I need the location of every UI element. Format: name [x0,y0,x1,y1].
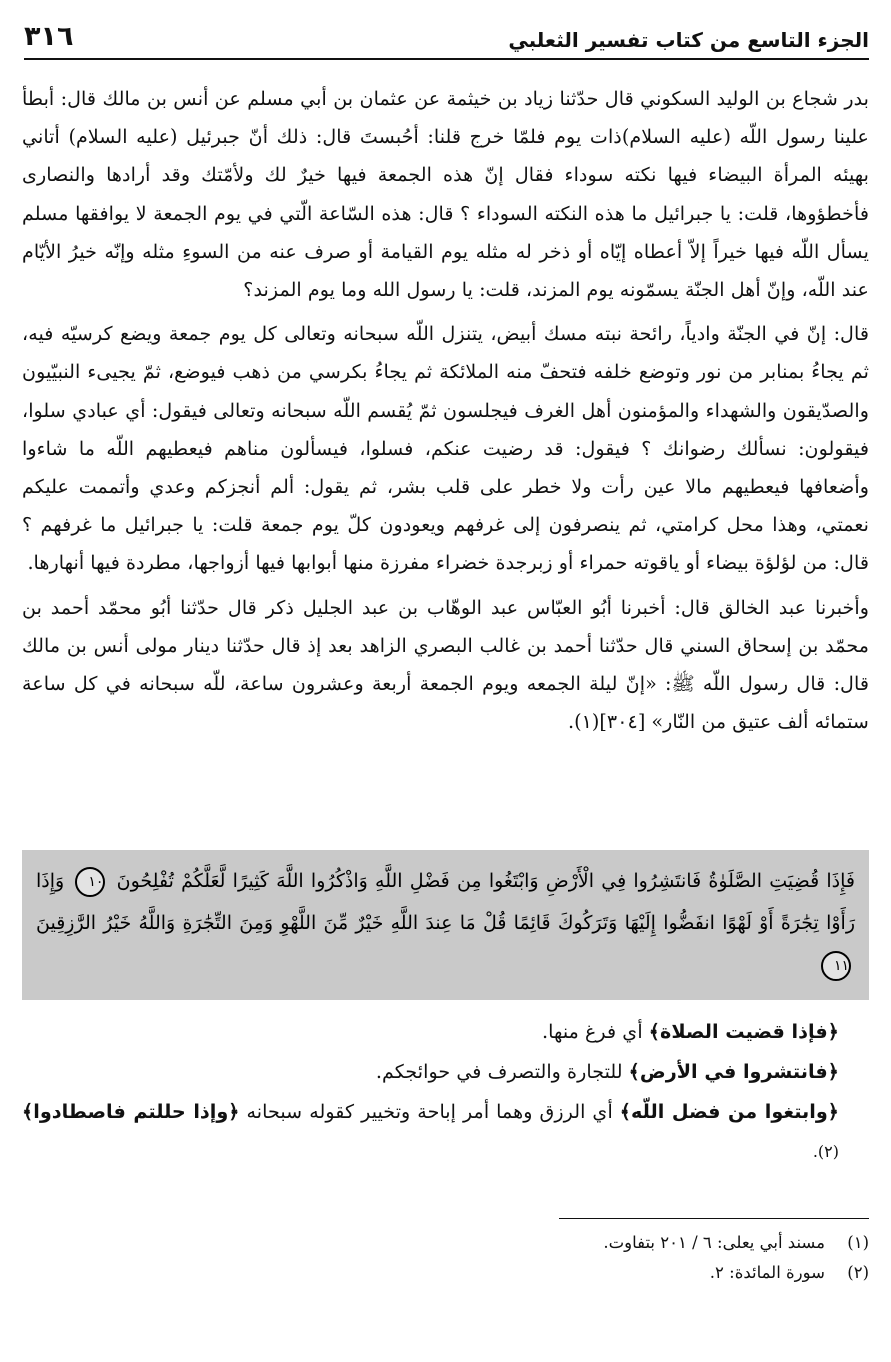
commentary-text: أي الرزق وهما أمر إباحة وتخيير كقوله سبحانه [239,1100,620,1123]
quoted-phrase: ﴿فانتشروا في الأرض﴾ [628,1060,839,1083]
paragraph: قال: إنّ في الجنّة وادياً، رائحة نبته مسك أبيض، يتنزل اللّه سبحانه وتعالى كل يوم جمعة ويضع كرسيّه فيه، ثم يجاءُ بمنابر من نور وتوضع خلفه فتحفّ منه الملائكة ثم يجاءُ بكرسي من ذهب فيوضع، ثمّ يجيىء النبيّيون والصدّيقون والشهداء والمؤمنون أهل الغرف فيجلسون ثمّ يُقسم اللّه سبحانه وتعالى فيقول: أي عبادي سلوا، فيقولون: نسألك رضوانك ؟ فيقول: قد رضيت عنكم، فسلوا، فيسألون مناهم فيعطيهم اللّه ما شاءوا وأضعافها فيعطيهم مالا عين رأت ولا خطر على قلب بشر، ثم يقول: ألم أنجزكم وعدي وأتممت عليكم نعمتي، وهذا محل كرامتي، ثم ينصرفون إلى غرفهم ويعودون كلّ يوم جمعة قلت: يا جبرائيل ما غرفهم ؟ قال: من لؤلؤة بيضاء أو ياقوته حمراء أو زبرجدة خضراء مفرزة منها أبوابها فيها أزواجها، مطردة فيها أنهارها. [22,322,869,575]
footnote [22,1258,869,1288]
footnote-text: مسند أبي يعلى: ٦ / ٢٠١ بتفاوت. [603,1233,825,1252]
ayah-number-marker: ١١ [821,951,851,981]
footnote-mark: (١) [847,1233,869,1252]
main-text [22,80,869,741]
quoted-phrase: ﴿وابتغوا من فضل اللّه﴾ [619,1100,839,1123]
quoted-phrase: ﴿فإذا قضيت الصلاة﴾ [648,1020,839,1043]
commentary-line [22,1052,869,1092]
verse-text: وَإِذَا رَأَوْا تِجَٰرَةً أَوْ لَهْوًا انفَضُّوا إِلَيْهَا وَتَرَكُوكَ قَائِمًا قُلْ مَا عِندَ اللَّهِ خَيْرٌ مِّنَ اللَّهْوِ وَمِنَ التِّجَٰرَةِ وَاللَّهُ خَيْرُ الرَّٰزِقِينَ [36,870,855,934]
verse-text: فَإِذَا قُضِيَتِ الصَّلَوٰةُ فَانتَشِرُوا فِي الْأَرْضِ وَابْتَغُوا مِن فَضْلِ اللَّهِ وَاذْكُرُوا اللَّهَ كَثِيرًا لَّعَلَّكُمْ تُفْلِحُونَ [116,870,855,892]
quran-verse-box [22,850,869,1000]
footnotes [22,1228,869,1288]
footnote-ref: (٢). [812,1142,839,1161]
paragraph: وأخبرنا عبد الخالق قال: أخبرنا أبُو العبّاس عبد الوهّاب بن عبد الجليل ذكر قال حدّثنا أبُو محمّد أحمد بن محمّد بن إسحاق السني قال حدّثنا أحمد بن غالب البصري الزاهد بعد إذ قال حدّثنا دينار مولى أنس بن مالك قال: قال رسول اللّه ﷺ: «إنّ ليلة الجمعه ويوم الجمعة أربعة وعشرون ساعة، للّه سبحانه في كل ساعة ستمائه ألف عتيق من النّار» [٣٠٤](١). [22,595,869,734]
commentary-line [22,1092,869,1178]
ayah-number-marker: ١٠ [75,867,105,897]
commentary-text: للتجارة والتصرف في حوائجكم. [375,1060,629,1083]
running-title: الجزء التاسع من كتاب تفسير الثعلبي [508,28,869,52]
footnote-mark: (٢) [847,1263,869,1282]
quoted-phrase: ﴿وإذا حللتم فاصطادوا﴾ [22,1100,240,1123]
page-number: ٣١٦ [24,21,74,52]
commentary [22,1012,869,1178]
page-header [24,22,869,60]
footnote-text: سورة المائدة: ٢. [709,1263,825,1282]
footnote [22,1228,869,1258]
commentary-line [22,1012,869,1052]
commentary-text: أي فرغ منها. [542,1020,649,1043]
paragraph: بدر شجاع بن الوليد السكوني قال حدّثنا زياد بن خيثمة عن عثمان بن أبي مسلم عن أنس بن مالك قال: أبطأ علينا رسول اللّه (عليه السلام)ذات يوم فلمّا خرج قلنا: أحُبستَ قال: ذلك أنّ جبرئيل (عليه السلام) أتاني بهيئه المرأة البيضاء فيها نكته سوداء فقال إنّ هذه الجمعة فيها خيرٌ لك ولأمّتك وقد أرادها والنصارى فأخطؤوها، قلت: يا جبرائيل ما هذه النكته السوداء ؟ قال: هذه السّاعة الّتي في يوم الجمعة لا يوافقها مسلم يسأل اللّه فيها خيراً إلاّ أعطاه إيّاه أو ذخر له مثله يوم القيامة أو صرف عنه من السوءِ مثله وإنّه خيرُ الأيّام عند اللّه، وإنّ أهل الجنّة يسمّونه يوم المزند، قلت: يا رسول الله وما يوم المزند؟ [22,87,869,302]
footnote-divider [559,1218,869,1219]
